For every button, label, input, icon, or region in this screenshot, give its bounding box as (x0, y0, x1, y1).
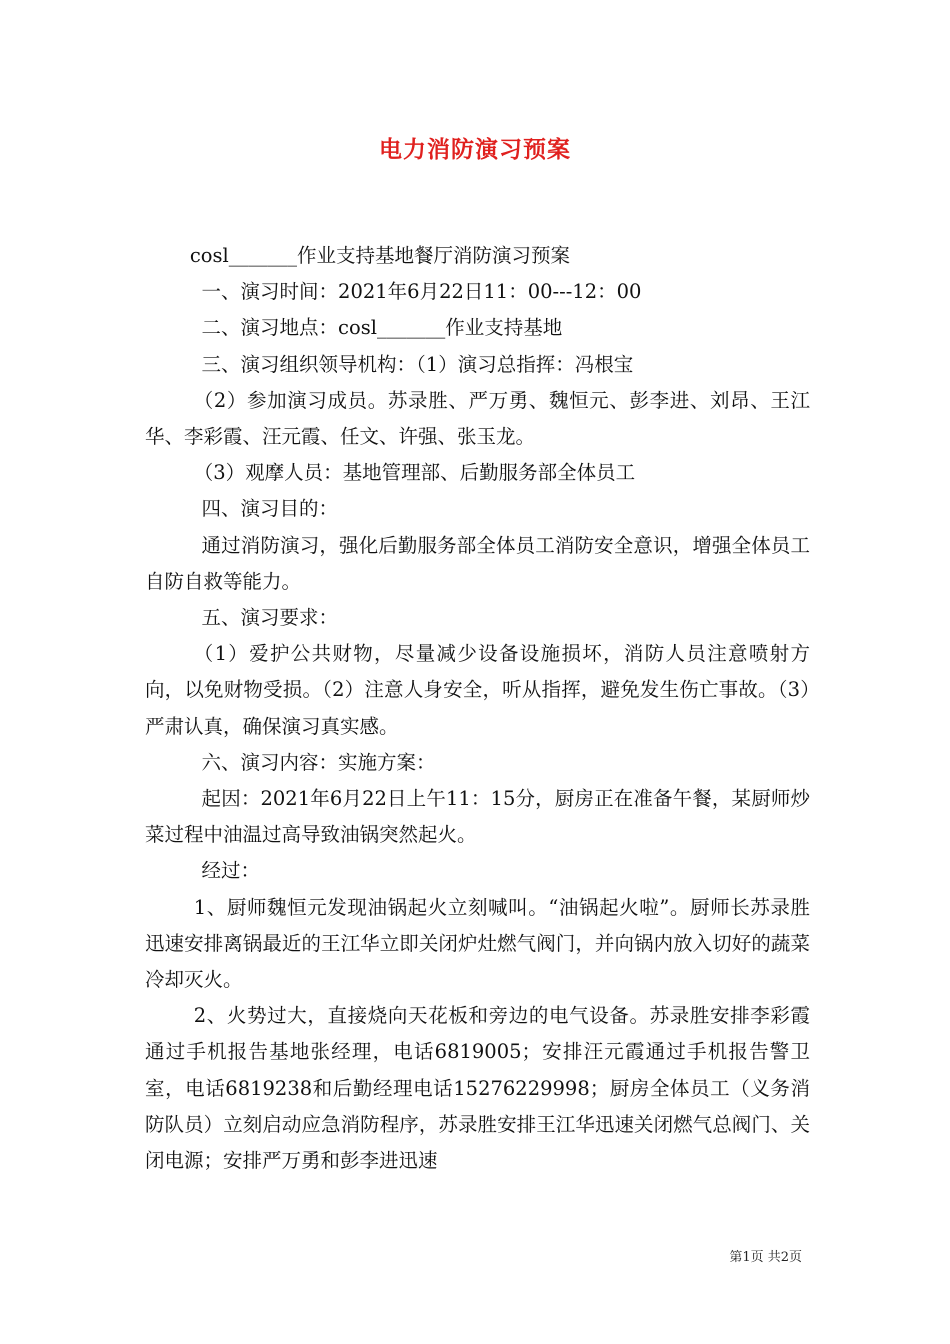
paragraph-process-2: 2、火势过大，直接烧向天花板和旁边的电气设备。苏录胜安排李彩霞通过手机报告基地张经理，电话6819005；安排汪元霞通过手机报告警卫室，电话6819238和后勤经理电话15276229998；厨房全体员工（义务消防队员）立刻启动应急消防程序，苏录胜安排王江华迅速关闭燃气总阀门、关闭电源；安排严万勇和彭李进迅速 (145, 1004, 810, 1173)
page-number: 第1页 共2页 (729, 1250, 802, 1265)
paragraph-cause: 起因：2021年6月22日上午11：15分，厨房正在准备午餐，某厨师炒菜过程中油温过高导致油锅突然起火。 (145, 787, 810, 847)
paragraph-requirements: （1）爱护公共财物，尽量减少设备设施损坏，消防人员注意喷射方向，以免财物受损。（2）注意人身安全，听从指挥，避免发生伤亡事故。（3）严肃认真，确保演习真实感。 (145, 642, 810, 738)
paragraph-purpose-heading: 四、演习目的： (201, 497, 339, 521)
paragraph-requirements-heading: 五、演习要求： (201, 606, 339, 630)
document-title: 电力消防演习预案 (379, 136, 571, 163)
paragraph-organization: 三、演习组织领导机构：（1）演习总指挥：冯根宝 (201, 352, 634, 376)
paragraph-time: 一、演习时间：2021年6月22日11：00---12：00 (201, 280, 642, 304)
paragraph-content-heading: 六、演习内容：实施方案： (201, 750, 436, 774)
paragraph-process-heading: 经过： (201, 859, 261, 883)
document-body (145, 238, 810, 1179)
paragraph-intro: cosl_______作业支持基地餐厅消防演习预案 (189, 244, 570, 267)
paragraph-observers: （3）观摩人员：基地管理部、后勤服务部全体员工 (193, 461, 636, 485)
paragraph-process-1: 1、厨师魏恒元发现油锅起火立刻喊叫。“油锅起火啦”。厨师长苏录胜迅速安排离锅最近的王江华立即关闭炉灶燃气阀门，并向锅内放入切好的蔬菜冷却灭火。 (145, 895, 810, 992)
paragraph-location: 二、演习地点：cosl_______作业支持基地 (201, 316, 563, 340)
paragraph-purpose: 通过消防演习，强化后勤服务部全体员工消防安全意识，增强全体员工自防自救等能力。 (145, 533, 810, 593)
paragraph-members: （2）参加演习成员。苏录胜、严万勇、魏恒元、彭李进、刘昂、王江华、李彩霞、汪元霞、任文、许强、张玉龙。 (145, 388, 810, 449)
